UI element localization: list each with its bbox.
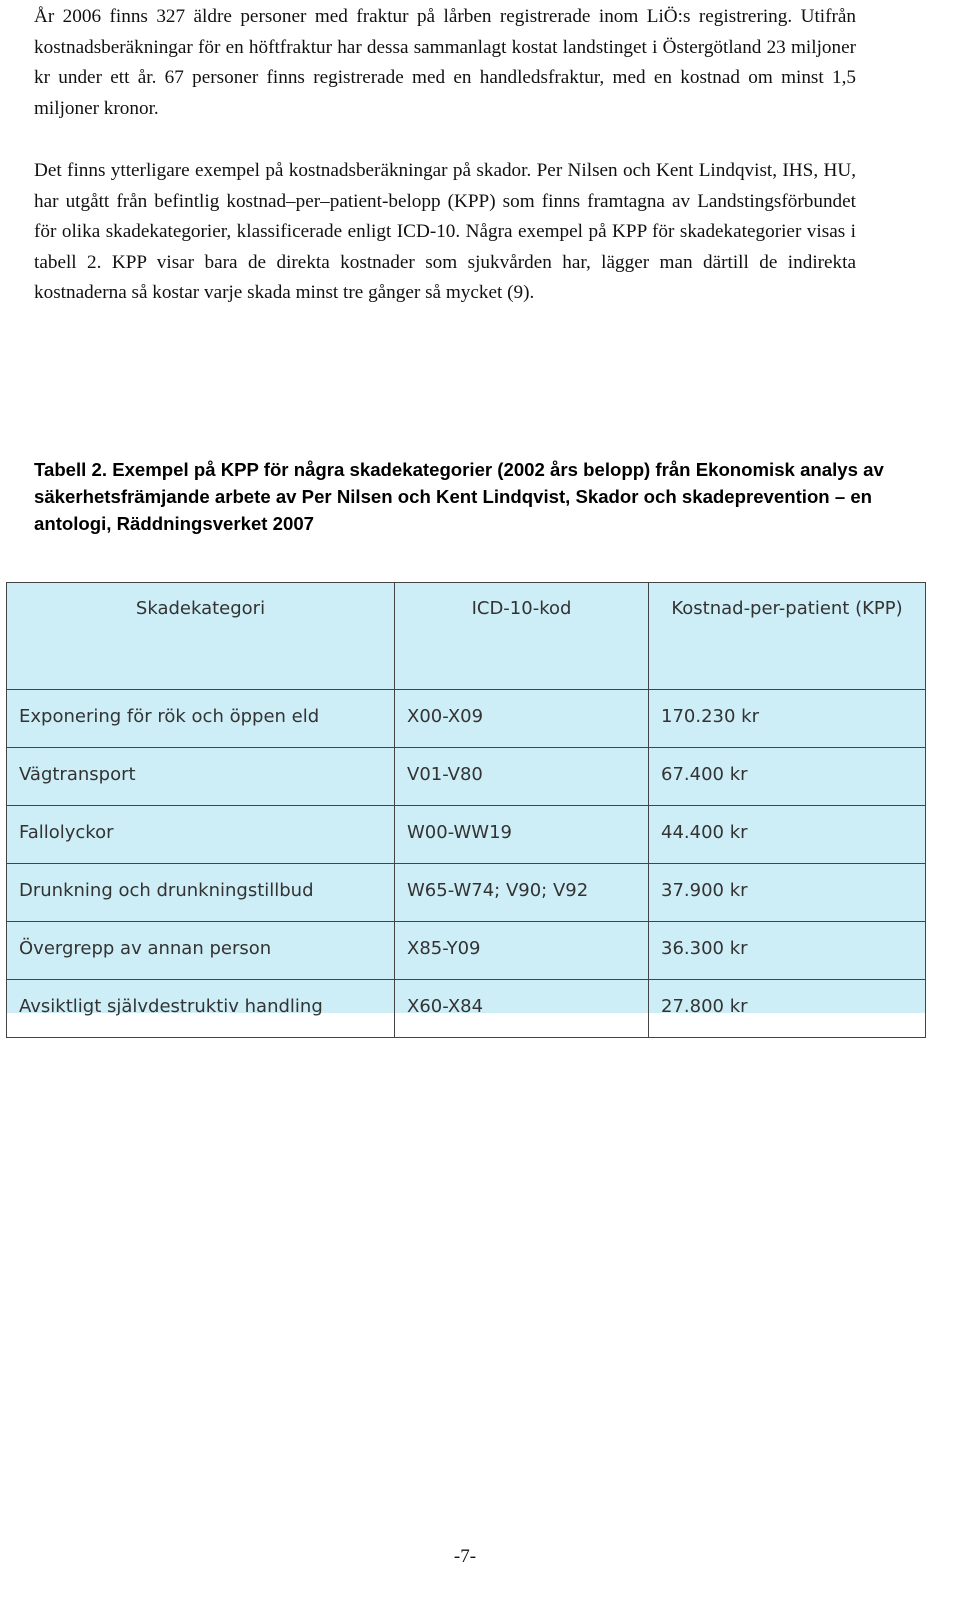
cell-kpp: 37.900 kr: [649, 864, 926, 922]
table-row: [7, 864, 926, 922]
cell-icd10-kod: W65-W74; V90; V92: [395, 864, 649, 922]
table-header-row: [7, 583, 926, 690]
cell-icd10-kod: W00-WW19: [395, 806, 649, 864]
table-row: [7, 806, 926, 864]
cell-icd10-kod: X85-Y09: [395, 922, 649, 980]
cell-skadekategori: Vägtransport: [7, 748, 395, 806]
cell-skadekategori: Exponering för rök och öppen eld: [7, 690, 395, 748]
cell-icd10-kod: X60-X84: [395, 980, 649, 1038]
cell-skadekategori: Drunkning och drunkningstillbud: [7, 864, 395, 922]
cell-kpp: 36.300 kr: [649, 922, 926, 980]
kpp-table-container: [6, 582, 925, 1017]
cell-kpp: 27.800 kr: [649, 980, 926, 1038]
header-icd10-kod: ICD-10-kod: [395, 583, 649, 690]
header-skadekategori: Skadekategori: [7, 583, 395, 690]
header-kostnad-per-patient: Kostnad-per-patient (KPP): [649, 583, 926, 690]
table-row: [7, 980, 926, 1038]
cell-kpp: 67.400 kr: [649, 748, 926, 806]
cell-kpp: 170.230 kr: [649, 690, 926, 748]
table-caption: Tabell 2. Exempel på KPP för några skadekategorier (2002 års belopp) från Ekonomisk analys av säkerhetsfrämjande arbete av Per Nilsen och Kent Lindqvist, Skador och skadeprevention – en antologi, Räddningsverket 2007: [34, 459, 884, 534]
table-row: [7, 748, 926, 806]
cell-kpp: 44.400 kr: [649, 806, 926, 864]
cell-skadekategori: Avsiktligt självdestruktiv handling: [7, 980, 395, 1038]
kpp-table: [6, 582, 926, 1038]
paragraph-kpp-examples: Det finns ytterligare exempel på kostnadsberäkningar på skador. Per Nilsen och Kent Lindqvist, IHS, HU, har utgått från befintlig kostnad–per–patient-belopp (KPP) som finns framtagna av Landstingsförbundet för olika skadekategorier, klassificerade enligt ICD-10. Några exempel på KPP för skadekategorier visas i tabell 2. KPP visar bara de direkta kostnader som sjukvården har, lägger man därtill de indirekta kostnaderna så kostar varje skada minst tre gånger så mycket (9).: [34, 160, 856, 303]
cell-skadekategori: Övergrepp av annan person: [7, 922, 395, 980]
page-number: -7-: [453, 1546, 477, 1567]
paragraph-fracture-costs: År 2006 finns 327 äldre personer med fraktur på lårben registrerade inom LiÖ:s registrering. Utifrån kostnadsberäkningar för en höftfraktur har dessa sammanlagt kostat landstinget i Östergötland 23 miljoner kr under ett år. 67 personer finns registrerade med en handledsfraktur, med en kostnad om minst 1,5 miljoner kronor.: [34, 6, 856, 119]
table-row: [7, 690, 926, 748]
cell-icd10-kod: X00-X09: [395, 690, 649, 748]
cell-skadekategori: Fallolyckor: [7, 806, 395, 864]
table-row: [7, 922, 926, 980]
cell-icd10-kod: V01-V80: [395, 748, 649, 806]
